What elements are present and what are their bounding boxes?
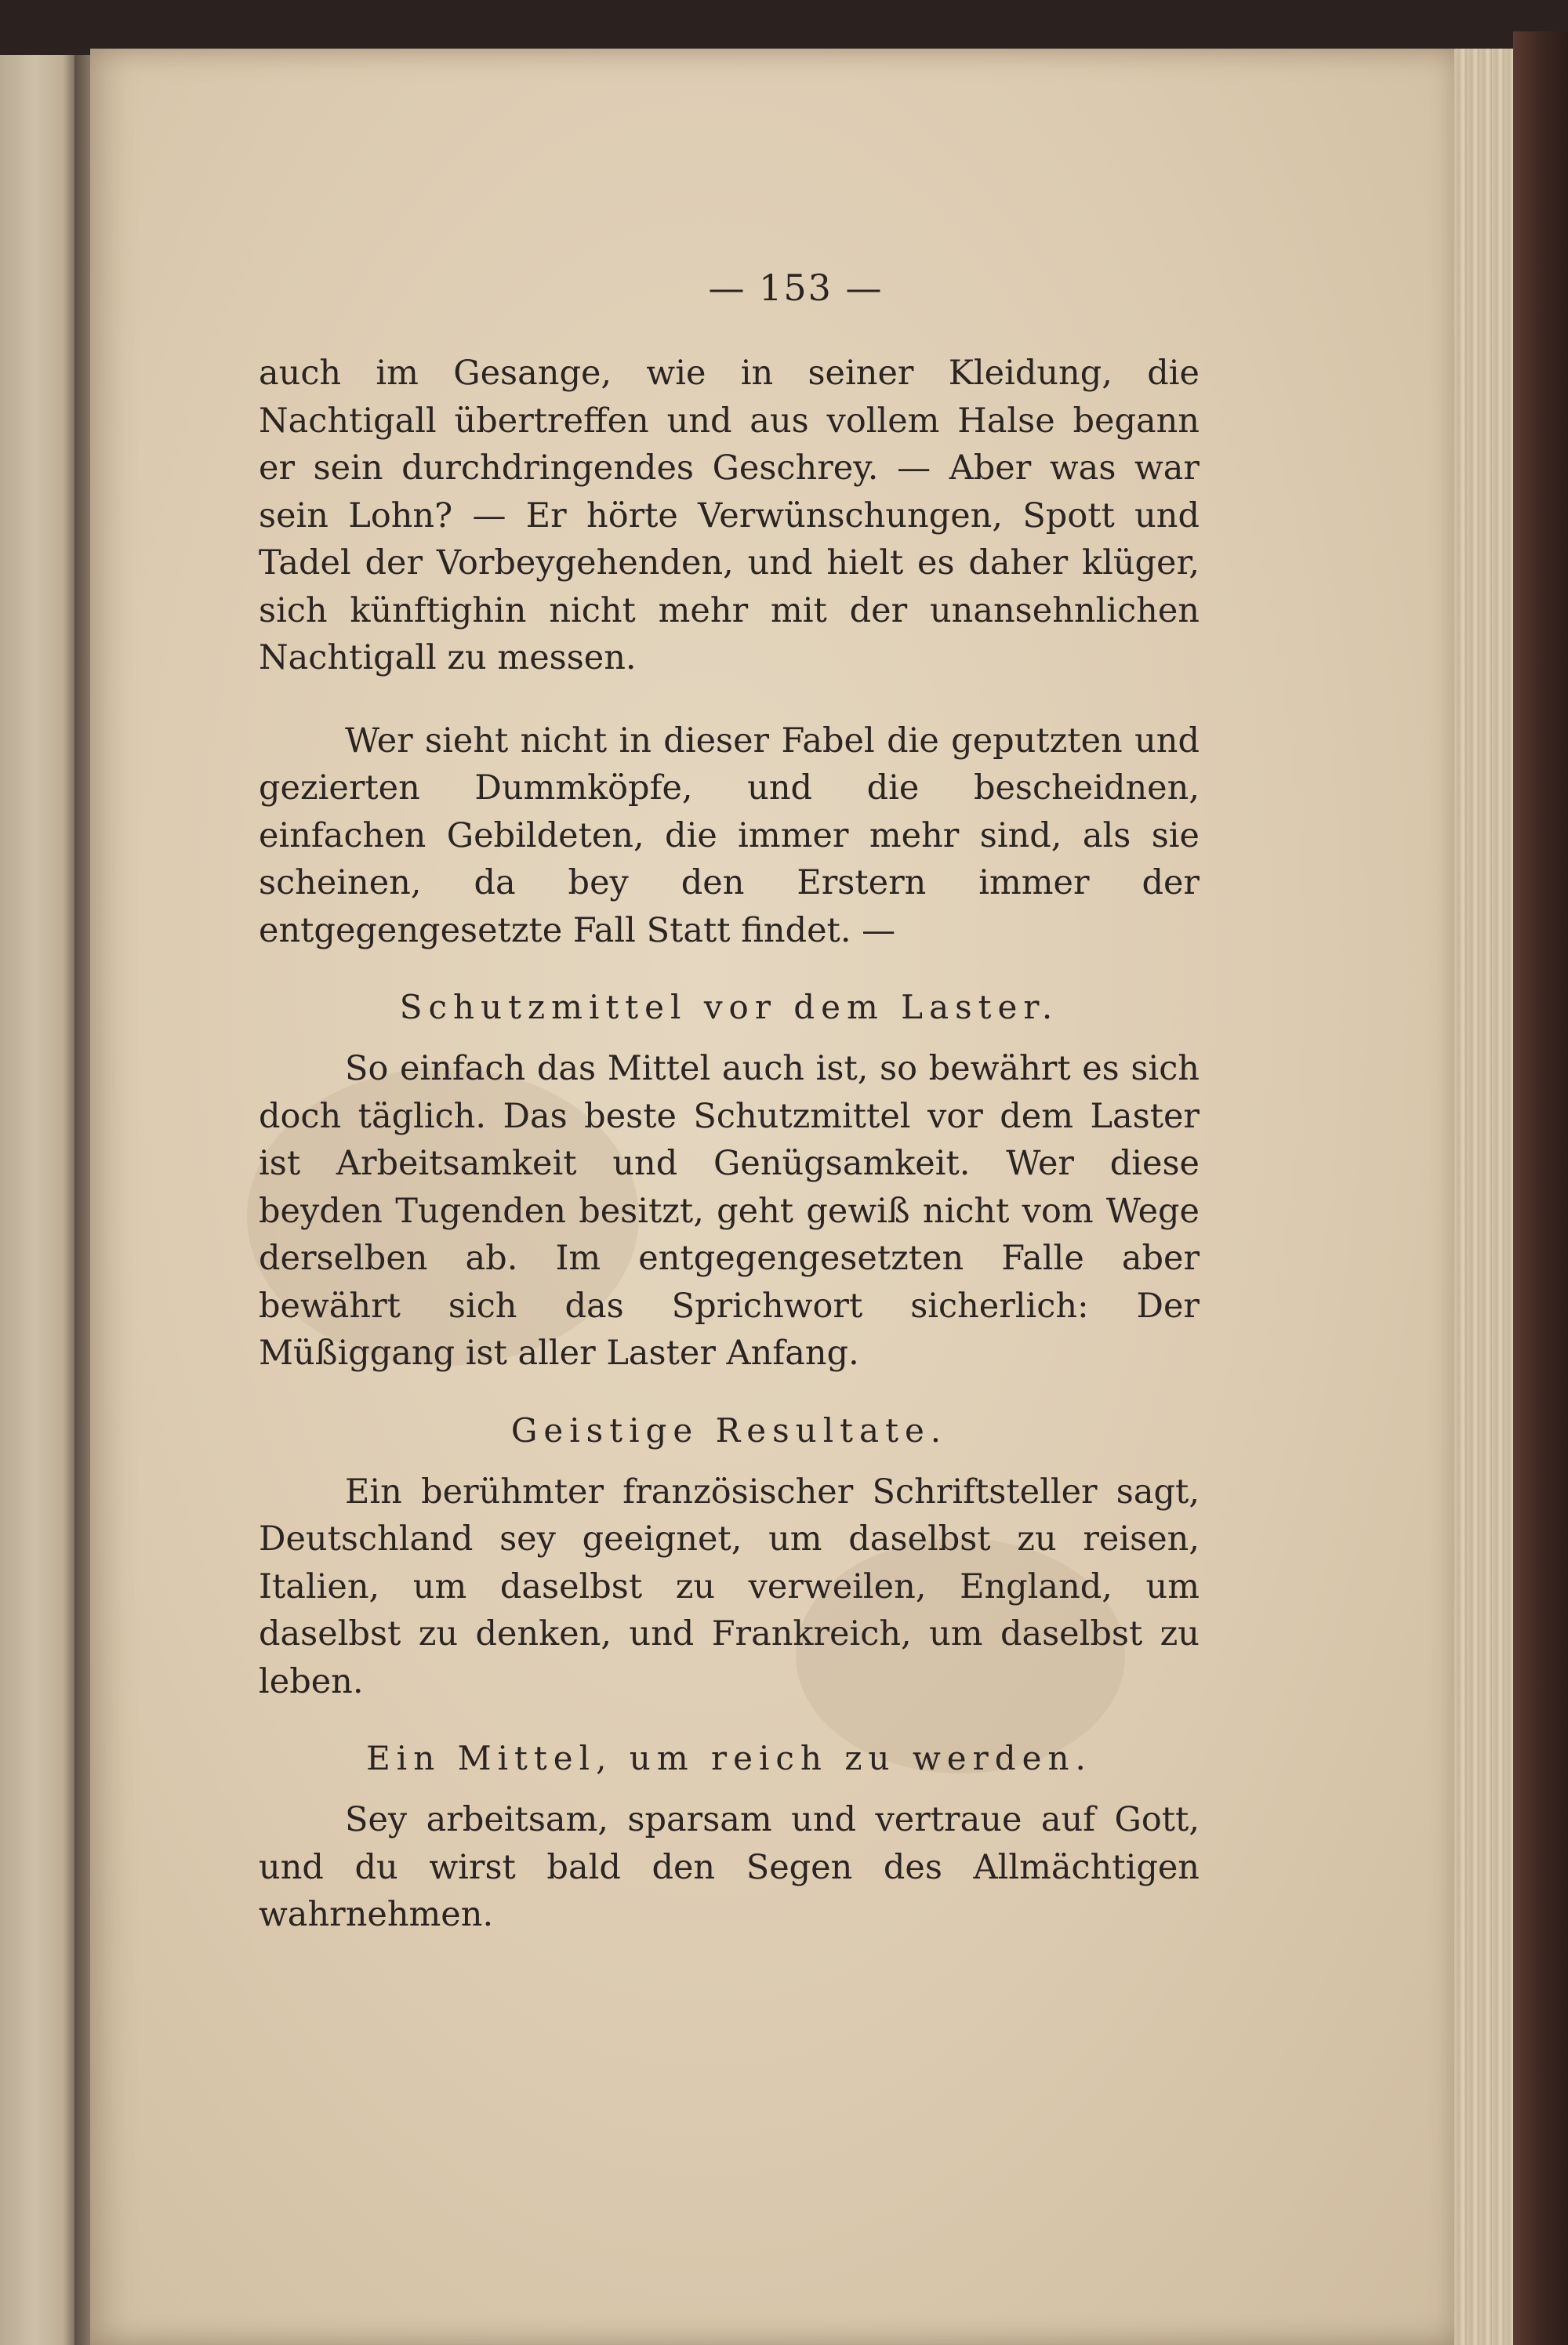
section-heading-mittel: Ein Mittel, um reich zu werden. [366, 1739, 1092, 1777]
scan-background-top [0, 0, 1568, 49]
page-number: — 153 — [708, 267, 884, 309]
page-text [259, 267, 1200, 1939]
paragraph-1: auch im Gesange, wie in seiner Kleidung, die Nachtigall übertreffen und aus vollem Halse begann er sein durchdringendes Geschrey. — Aber was war sein Lohn? — Er hörte Verwünschungen, Spott und Tadel der Vorbeygehenden, und hielt es daher klüger, sich künftighin nicht mehr mit der unansehnlichen Nachtigall zu messen. [259, 354, 1200, 677]
page-edges [1454, 49, 1517, 2345]
paragraph-5: Sey arbeitsam, sparsam und vertraue auf Gott, und du wirst bald den Segen des Allmächtigen wahrnehmen. [259, 1800, 1200, 1934]
section-heading-schutzmittel: Schutzmittel vor dem Laster. [399, 988, 1059, 1026]
paragraph-gap [259, 682, 1200, 717]
paragraph-4: Ein berühmter französischer Schriftsteller sagt, Deutschland sey geeignet, um daselbst zu reisen, Italien, um daselbst zu verweilen, England, um daselbst zu denken, und Frankreich, um daselbst zu leben. [259, 1472, 1200, 1701]
book-cover-edge [1513, 31, 1568, 2345]
section-heading-resultate: Geistige Resultate. [510, 1410, 948, 1450]
paragraph-2: Wer sieht nicht in dieser Fabel die geputzten und gezierten Dummköpfe, und die bescheidnen, einfachen Gebildeten, die immer mehr sind, als sie scheinen, da bey den Erstern immer der entgegengesetzte Fall Statt findet. — [259, 721, 1200, 950]
facing-page-edge [0, 55, 78, 2345]
paragraph-3: So einfach das Mittel auch ist, so bewährt es sich doch täglich. Das beste Schutzmittel vor dem Laster ist Arbeitsamkeit und Genügsamkeit. Wer diese beyden Tugenden besitzt, geht gewiß nicht vom Wege derselben ab. Im entgegengesetzten Falle aber bewährt sich das Sprichwort sicherlich: Der Müßiggang ist aller Laster Anfang. [259, 1049, 1200, 1373]
